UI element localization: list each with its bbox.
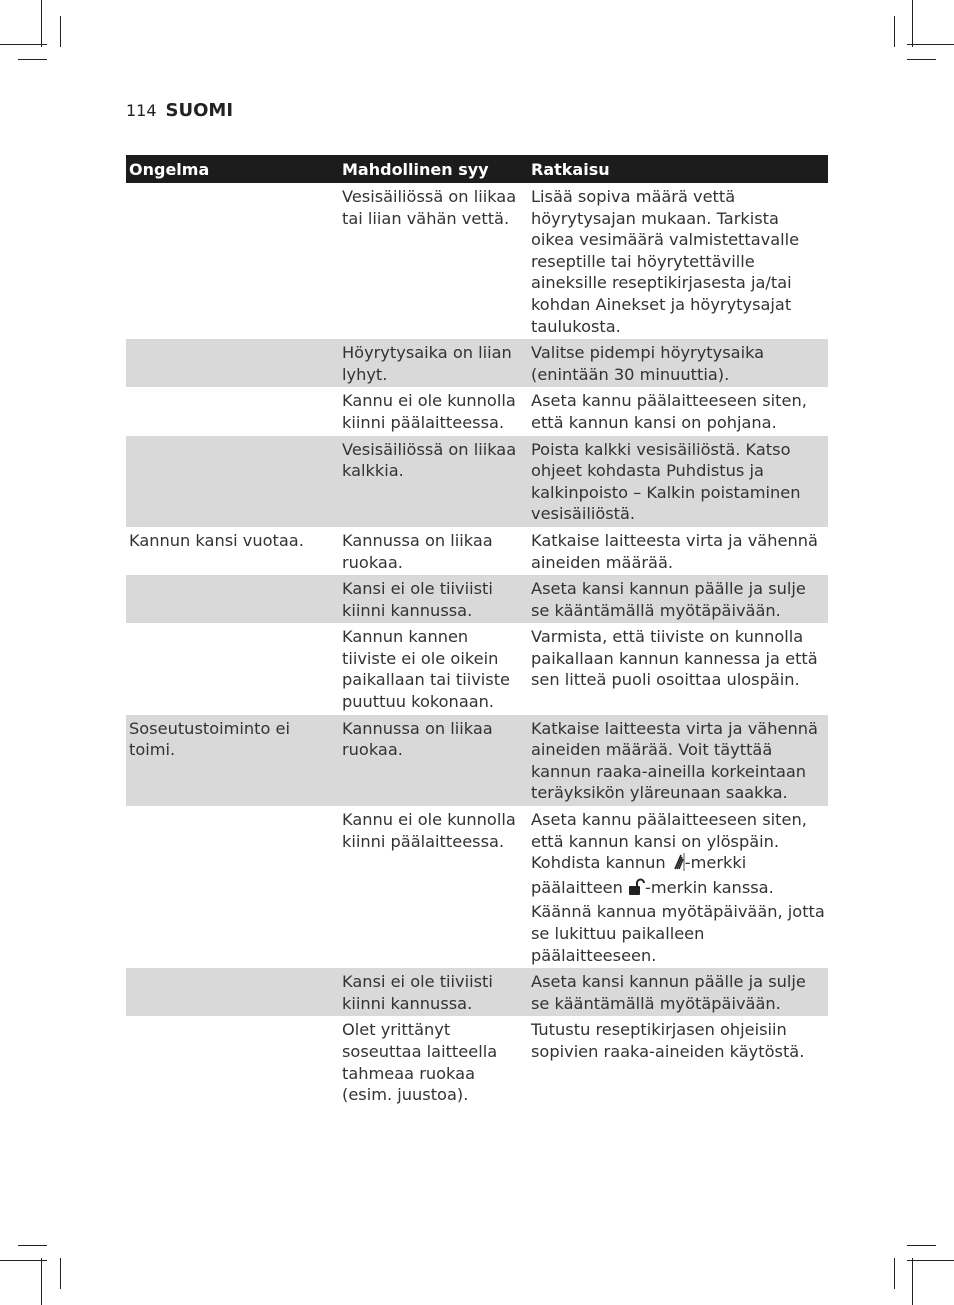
section-language: SUOMI [165, 100, 234, 121]
crop-mark [907, 1245, 936, 1246]
unlock-icon [628, 878, 645, 902]
problem-cell [126, 575, 334, 623]
cause-cell: Kannussa on liikaa ruokaa. [342, 530, 493, 572]
cause-cell: Kannussa on liikaa ruokaa. [334, 715, 531, 806]
cause-cell: Kannun kannen tiiviste ei ole oikein paikallaan tai tiiviste puuttuu kokonaan. [342, 627, 511, 712]
troubleshooting-table [126, 155, 828, 1108]
problem-cell [126, 623, 334, 714]
crop-mark [912, 1258, 913, 1305]
crop-mark [41, 1258, 42, 1305]
crop-mark [0, 44, 47, 45]
table-row [126, 715, 828, 806]
solution-cell: Lisää sopiva määrä vettä höyrytysajan mukaan. Tarkista oikea vesimäärä valmistettavalle reseptille tai höyrytettäville aineksille reseptikirjasesta ja/tai kohdan Ainekset ja höyrytysajat taulukosta. [531, 187, 800, 336]
crop-mark [912, 0, 913, 47]
solution-cell: Aseta kansi kannun päälle ja sulje se kääntämällä myötäpäivään. [531, 575, 828, 623]
solution-text: -merkki päälaitteen [531, 853, 747, 897]
crop-mark [894, 16, 895, 47]
table-row [126, 387, 828, 435]
problem-cell [126, 183, 334, 339]
page-header [126, 100, 233, 122]
table-row [126, 527, 828, 575]
crop-mark [894, 1258, 895, 1289]
solution-text: Aseta kannu päälaitteeseen siten, että kannun kansi on ylöspäin. Kohdista kannun [531, 810, 807, 873]
jar-alignment-mark-icon [671, 853, 685, 877]
problem-cell [126, 339, 334, 387]
crop-mark [907, 59, 936, 60]
table-row [126, 806, 828, 968]
crop-mark [0, 1260, 47, 1261]
cause-cell: Olet yrittänyt soseuttaa laitteella tahmeaa ruokaa (esim. juustoa). [342, 1020, 498, 1105]
problem-cell [126, 387, 334, 435]
problem-cell [126, 436, 334, 527]
solution-cell: Katkaise laitteesta virta ja vähennä aineiden määrää. Voit täyttää kannun raaka-aineilla korkeintaan teräyksikön yläreunaan saakka. [531, 715, 828, 806]
table-row [126, 968, 828, 1016]
table-row [126, 183, 828, 339]
column-header-problem: Ongelma [126, 155, 334, 183]
crop-mark [907, 1260, 954, 1261]
cause-cell: Kansi ei ole tiiviisti kiinni kannussa. [334, 575, 531, 623]
table-row [126, 1016, 828, 1107]
solution-cell: Aseta kannu päälaitteeseen siten, että kannun kansi on pohjana. [531, 391, 807, 432]
crop-mark [60, 1258, 61, 1289]
problem-cell: Kannun kansi vuotaa. [129, 530, 304, 550]
solution-cell [531, 806, 828, 968]
page-number: 114 [126, 101, 157, 120]
problem-cell [126, 968, 334, 1016]
solution-cell: Valitse pidempi höyrytysaika (enintään 30 minuuttia). [531, 339, 828, 387]
crop-mark [907, 44, 954, 45]
solution-cell: Varmista, että tiiviste on kunnolla paikallaan kannun kannessa ja että sen litteä puoli osoittaa ulospäin. [531, 627, 818, 690]
solution-cell: Poista kalkki vesisäiliöstä. Katso ohjeet kohdasta Puhdistus ja kalkinpoisto – Kalkin poistaminen vesisäiliöstä. [531, 436, 828, 527]
solution-text: -merkin kanssa. Käännä kannua myötäpäivään, jotta se lukittuu paikalleen päälaitteeseen. [531, 877, 825, 965]
column-header-solution: Ratkaisu [531, 155, 828, 183]
column-header-cause: Mahdollinen syy [334, 155, 531, 183]
solution-cell: Tutustu reseptikirjasen ohjeisiin sopivien raaka-aineiden käytöstä. [531, 1020, 805, 1061]
cause-cell: Kannu ei ole kunnolla kiinni päälaitteessa. [342, 391, 516, 432]
solution-cell: Aseta kansi kannun päälle ja sulje se kääntämällä myötäpäivään. [531, 968, 828, 1016]
table-header-row [126, 155, 828, 183]
table-row [126, 575, 828, 623]
cause-cell: Vesisäiliössä on liikaa tai liian vähän vettä. [342, 187, 517, 228]
problem-cell [126, 1016, 334, 1107]
cause-cell: Höyrytysaika on liian lyhyt. [334, 339, 531, 387]
problem-cell [126, 806, 334, 968]
crop-mark [18, 59, 47, 60]
crop-mark [60, 16, 61, 47]
cause-cell: Kansi ei ole tiiviisti kiinni kannussa. [334, 968, 531, 1016]
crop-mark [41, 0, 42, 47]
cause-cell: Vesisäiliössä on liikaa kalkkia. [334, 436, 531, 527]
crop-mark [18, 1245, 47, 1246]
table-row [126, 623, 828, 714]
table-row [126, 339, 828, 387]
problem-cell: Soseutustoiminto ei toimi. [126, 715, 334, 806]
cause-cell: Kannu ei ole kunnolla kiinni päälaitteessa. [342, 810, 516, 851]
solution-cell: Katkaise laitteesta virta ja vähennä aineiden määrää. [531, 530, 818, 572]
table-row [126, 436, 828, 527]
